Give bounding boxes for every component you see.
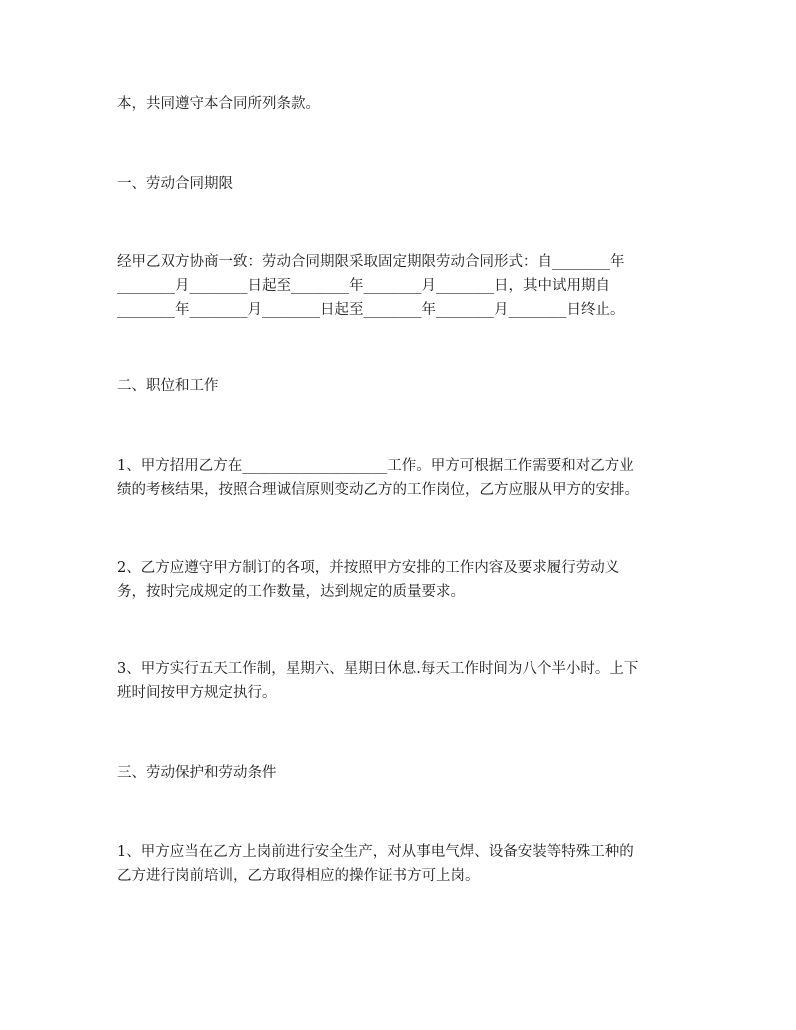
intro-line: 本，共同遵守本合同所列条款。 bbox=[117, 96, 320, 112]
section2-item2-line-1: 2、乙方应遵守甲方制订的各项，并按照甲方安排的工作内容及要求履行劳动义 bbox=[117, 560, 620, 576]
section2-item1-line-2: 绩的考核结果，按照合理诚信原则变动乙方的工作岗位，乙方应服从甲方的安排。 bbox=[117, 482, 639, 498]
section3-item1-line-2: 乙方进行岗前培训，乙方取得相应的操作证书方可上岗。 bbox=[117, 868, 480, 884]
section2-item2-line-2: 务，按时完成规定的工作数量，达到规定的质量要求。 bbox=[117, 584, 465, 600]
section1-para-line-1: 经甲乙双方协商一致：劳动合同期限采取固定期限劳动合同形式：自________年 bbox=[117, 254, 625, 270]
section3-item1-line-1: 1、甲方应当在乙方上岗前进行安全生产，对从事电气焊、设备安装等特殊工种的 bbox=[117, 844, 634, 860]
section1-heading: 一、劳动合同期限 bbox=[117, 176, 233, 192]
section2-item3-line-1: 3、甲方实行五天工作制，星期六、星期日休息.每天工作时间为八个半小时。上下 bbox=[117, 661, 639, 677]
section3-heading: 三、劳动保护和劳动条件 bbox=[117, 765, 277, 781]
section2-heading: 二、职位和工作 bbox=[117, 378, 219, 394]
section2-item3-line-2: 班时间按甲方规定执行。 bbox=[117, 685, 277, 701]
section1-para-line-3: ________年________月________日起至________年________月________日终止。 bbox=[117, 302, 625, 318]
section1-para-line-2: ________月________日起至________年________月________日，其中试用期自 bbox=[117, 278, 610, 294]
section2-item1-line-1: 1、甲方招用乙方在____________________工作。甲方可根据工作需要和对乙方业 bbox=[117, 458, 634, 474]
